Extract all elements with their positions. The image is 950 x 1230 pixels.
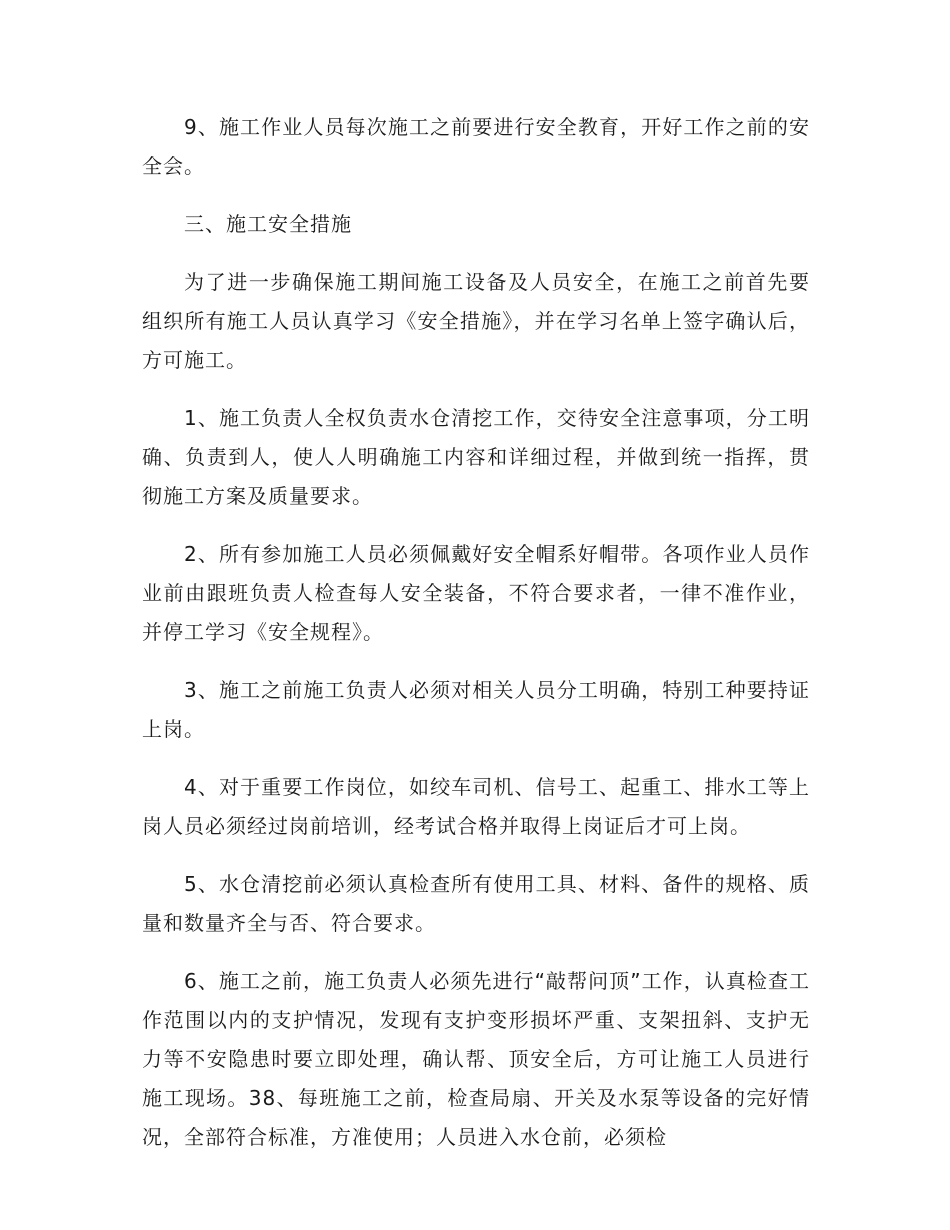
paragraph-item-6: 6、施工之前，施工负责人必须先进行“敲帮问顶”工作，认真检查工作范围以内的支护情况，发现有支护变形损坏严重、支架扭斜、支护无力等不安隐患时要立即处理，确认帮、顶安全后，方可让施工人员进行施工现场。38、每班施工之前，检查局扇、开关及水泵等设备的完好情况，全部符合标准，方准使用；人员进入水仓前，必须检 (142, 969, 810, 1149)
document-body (142, 108, 810, 1157)
paragraph-item-5: 5、水仓清挖前必须认真检查所有使用工具、材料、备件的规格、质量和数量齐全与否、符合要求。 (142, 872, 810, 935)
paragraph-item-4: 4、对于重要工作岗位，如绞车司机、信号工、起重工、排水工等上岗人员必须经过岗前培训，经考试合格并取得上岗证后才可上岗。 (142, 775, 810, 838)
paragraph-intro: 为了进一步确保施工期间施工设备及人员安全，在施工之前首先要组织所有施工人员认真学习《安全措施》，并在学习名单上签字确认后，方可施工。 (142, 270, 810, 372)
paragraph-item-1: 1、施工负责人全权负责水仓清挖工作，交待安全注意事项，分工明确、负责到人，使人人明确施工内容和详细过程，并做到统一指挥，贯彻施工方案及质量要求。 (142, 406, 810, 508)
paragraph-item-9: 9、施工作业人员每次施工之前要进行安全教育，开好工作之前的安全会。 (142, 115, 810, 178)
paragraph-item-3: 3、施工之前施工负责人必须对相关人员分工明确，特别工种要持证上岗。 (142, 678, 810, 741)
section-heading-safety-measures: 三、施工安全措施 (184, 212, 352, 236)
paragraph-item-2: 2、所有参加施工人员必须佩戴好安全帽系好帽带。各项作业人员作业前由跟班负责人检查每人安全装备，不符合要求者，一律不准作业，并停工学习《安全规程》。 (142, 542, 810, 644)
